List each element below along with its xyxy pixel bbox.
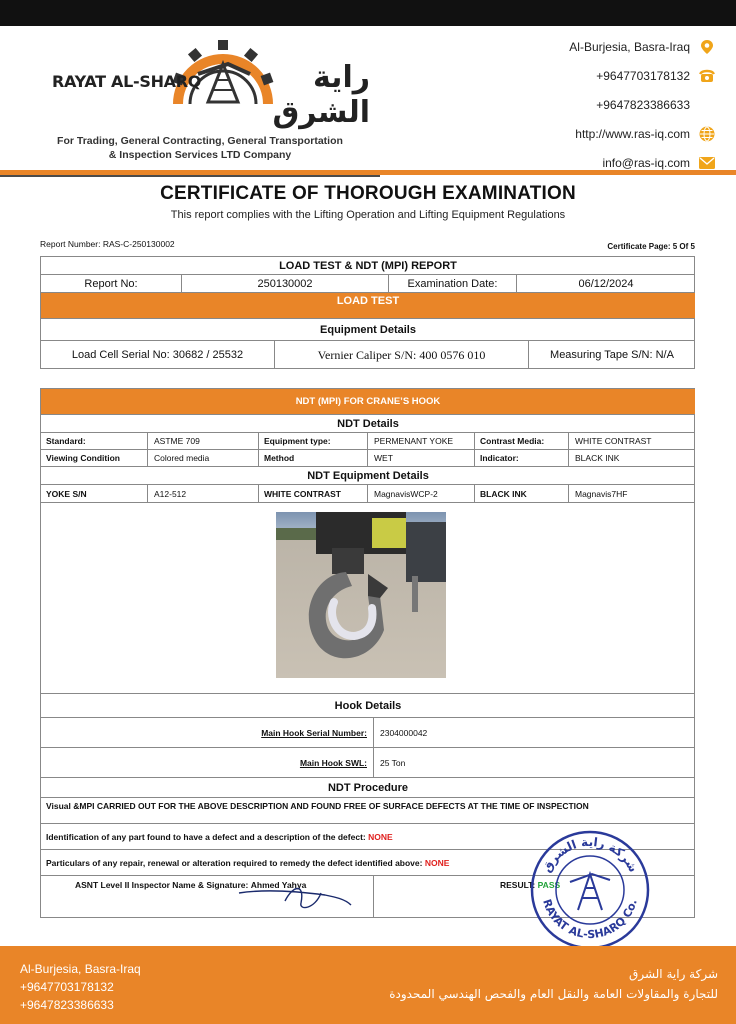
footer-arabic-line-1: شركة راية الشرق (629, 967, 718, 981)
tagline-line-2: & Inspection Services LTD Company (108, 149, 292, 161)
contact-list (569, 32, 716, 177)
result-label: RESULT: (500, 880, 536, 890)
report-no-label: Report No: (41, 275, 182, 293)
location-pin-icon (698, 38, 716, 56)
report-no-value: 250130002 (182, 275, 389, 293)
footer (0, 946, 736, 1024)
footer-address: Al-Burjesia, Basra-Iraq (20, 962, 141, 976)
exam-date-value: 06/12/2024 (517, 275, 695, 293)
inspector-signature (235, 879, 355, 913)
hook-serial-value: 2304000042 (374, 718, 695, 748)
viewing-condition-value: Colored media (148, 450, 259, 467)
white-contrast-label: WHITE CONTRAST (259, 485, 368, 503)
contrast-media-label: Contrast Media: (475, 433, 569, 450)
standard-value: ASTME 709 (148, 433, 259, 450)
hook-serial-label: Main Hook Serial Number: (41, 718, 374, 748)
black-ink-value: Magnavis7HF (569, 485, 695, 503)
inspector-label: ASNT Level II Inspector Name & Signature: (75, 880, 249, 890)
load-ndt-heading: LOAD TEST & NDT (MPI) REPORT (41, 257, 695, 275)
hook-swl-label: Main Hook SWL: (41, 748, 374, 778)
contact-website[interactable]: http://www.ras-iq.com (569, 119, 716, 148)
letterhead (0, 26, 736, 176)
yoke-sn-value: A12-512 (148, 485, 259, 503)
crane-hook-photo (276, 512, 446, 678)
contact-address: Al-Burjesia, Basra-Iraq (569, 32, 716, 61)
exam-date-label: Examination Date: (389, 275, 517, 293)
result-value: PASS (537, 880, 561, 890)
header-divider-dark (0, 175, 380, 177)
report-number: Report Number: RAS-C-250130002 (40, 239, 175, 249)
load-test-table (40, 256, 695, 369)
black-ink-label: BLACK INK (475, 485, 569, 503)
certificate-page: Certificate Page: 5 Of 5 (607, 242, 695, 251)
measuring-tape-serial: Measuring Tape S/N: N/A (550, 349, 674, 361)
footer-arabic (389, 964, 718, 1004)
brand-name-latin: RAYAT AL-SHARQ (52, 72, 202, 91)
defect-label: Identification of any part found to have a defect and a description of the defect: (46, 831, 366, 842)
top-bar (0, 0, 736, 26)
footer-contacts (20, 960, 141, 1014)
equipment-type-label: Equipment type: (259, 433, 368, 450)
footer-phone-2: +9647823386633 (20, 998, 114, 1012)
defect-value: NONE (368, 831, 393, 842)
white-contrast-value: MagnavisWCP-2 (368, 485, 475, 503)
page-title: CERTIFICATE OF THOROUGH EXAMINATION (160, 183, 576, 204)
ndt-banner: NDT (MPI) FOR CRANE’S HOOK (41, 389, 695, 415)
ndt-details-heading: NDT Details (41, 415, 695, 433)
company-stamp (530, 830, 650, 950)
repair-value: NONE (424, 857, 450, 868)
email-icon (698, 154, 716, 172)
stamp-latin-text: RAYAT AL-SHARQ Co. (540, 897, 640, 942)
brand-tagline (50, 134, 350, 162)
equipment-details-heading: Equipment Details (41, 319, 695, 341)
contact-phone-2: +9647823386633 (596, 97, 690, 112)
method-value: WET (368, 450, 475, 467)
indicator-value: BLACK INK (569, 450, 695, 467)
indicator-label: Indicator: (475, 450, 569, 467)
ndt-equipment-heading: NDT Equipment Details (41, 467, 695, 485)
contact-phone-1: +9647703178132 (569, 61, 716, 90)
page-subtitle: This report complies with the Lifting Operation and Lifting Equipment Regulations (170, 209, 566, 221)
hook-swl-value: 25 Ton (374, 748, 695, 778)
phone-icon (698, 67, 716, 85)
procedure-text: Visual &MPI CARRIED OUT FOR THE ABOVE DESCRIPTION AND FOUND FREE OF SURFACE DEFECTS AT THE TIME OF INSPECTION (41, 798, 695, 824)
brand-name-arabic: راية الشرق (272, 60, 370, 130)
equipment-type-value: PERMENANT YOKE (368, 433, 475, 450)
tagline-line-1: For Trading, General Contracting, General Transportation (57, 135, 343, 147)
method-label: Method (259, 450, 368, 467)
load-test-banner: LOAD TEST (41, 293, 695, 319)
company-logo (40, 34, 370, 169)
load-cell-serial: Load Cell Serial No: 30682 / 25532 (41, 341, 275, 369)
inspector-name: Ahmed Yahya (250, 880, 307, 890)
contact-email[interactable]: info@ras-iq.com (569, 148, 716, 177)
hook-details-heading: Hook Details (41, 694, 695, 718)
vernier-caliper-serial: Vernier Caliper S/N: 400 0576 010 (275, 341, 529, 369)
stamp-arabic-text: شركة راية الشرق (539, 834, 641, 875)
footer-arabic-line-2: للتجارة والمقاولات العامة والنقل العام والفحص الهندسي المحدودة (389, 987, 718, 1001)
standard-label: Standard: (41, 433, 148, 450)
yoke-sn-label: YOKE S/N (41, 485, 148, 503)
ndt-procedure-heading: NDT Procedure (41, 778, 695, 798)
contrast-media-value: WHITE CONTRAST (569, 433, 695, 450)
globe-icon (698, 125, 716, 143)
footer-phone-1: +9647703178132 (20, 980, 114, 994)
repair-label: Particulars of any repair, renewal or alteration required to remedy the defect identified above: (46, 857, 423, 868)
viewing-condition-label: Viewing Condition (41, 450, 148, 467)
